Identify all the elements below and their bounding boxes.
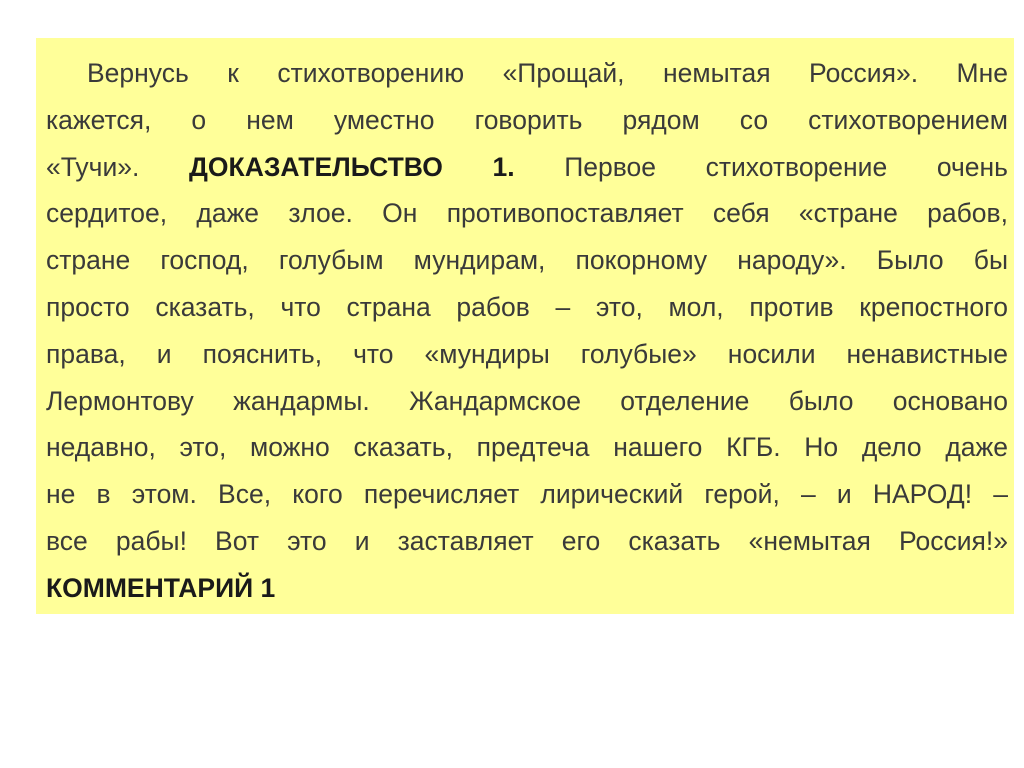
text-line xyxy=(46,565,1008,612)
essay-paragraph xyxy=(46,50,1008,612)
proof-label: ДОКАЗАТЕЛЬСТВО 1. xyxy=(189,151,515,182)
text-fragment: кажется, о нем уместно говорить рядом со стихотворением xyxy=(46,104,1008,135)
text-line xyxy=(46,97,1008,144)
text-line xyxy=(46,424,1008,471)
text-fragment: не в этом. Все, кого перечисляет лирический герой, – и НАРОД! – xyxy=(46,479,1008,510)
text-line xyxy=(46,50,1008,97)
text-fragment: сердитое, даже злое. Он противопоставляет себя «стране рабов, xyxy=(46,198,1008,229)
text-line xyxy=(46,331,1008,378)
text-fragment: Первое стихотворение очень xyxy=(514,151,1008,182)
text-fragment: просто сказать, что страна рабов – это, мол, против крепостного xyxy=(46,291,1008,322)
highlighted-text-box xyxy=(36,38,1014,614)
text-fragment: все рабы! Вот это и заставляет его сказать «немытая Россия!» xyxy=(46,525,1008,556)
text-fragment: стране господ, голубым мундирам, покорному народу». Было бы xyxy=(46,245,1008,276)
text-fragment: права, и пояснить, что «мундиры голубые» носили ненавистные xyxy=(46,338,1008,369)
text-fragment: недавно, это, можно сказать, предтеча нашего КГБ. Но дело даже xyxy=(46,432,1008,463)
text-line xyxy=(46,237,1008,284)
comment-label: КОММЕНТАРИЙ 1 xyxy=(46,572,276,603)
text-line xyxy=(46,518,1008,565)
text-line xyxy=(46,190,1008,237)
text-line xyxy=(46,284,1008,331)
text-line xyxy=(46,144,1008,191)
text-fragment: «Тучи». xyxy=(46,151,190,182)
text-fragment: Вернусь к стихотворению «Прощай, немытая Россия». Мне xyxy=(87,58,1008,88)
text-fragment: Лермонтову жандармы. Жандармское отделение было основано xyxy=(46,385,1008,416)
text-line xyxy=(46,378,1008,425)
text-line xyxy=(46,471,1008,518)
